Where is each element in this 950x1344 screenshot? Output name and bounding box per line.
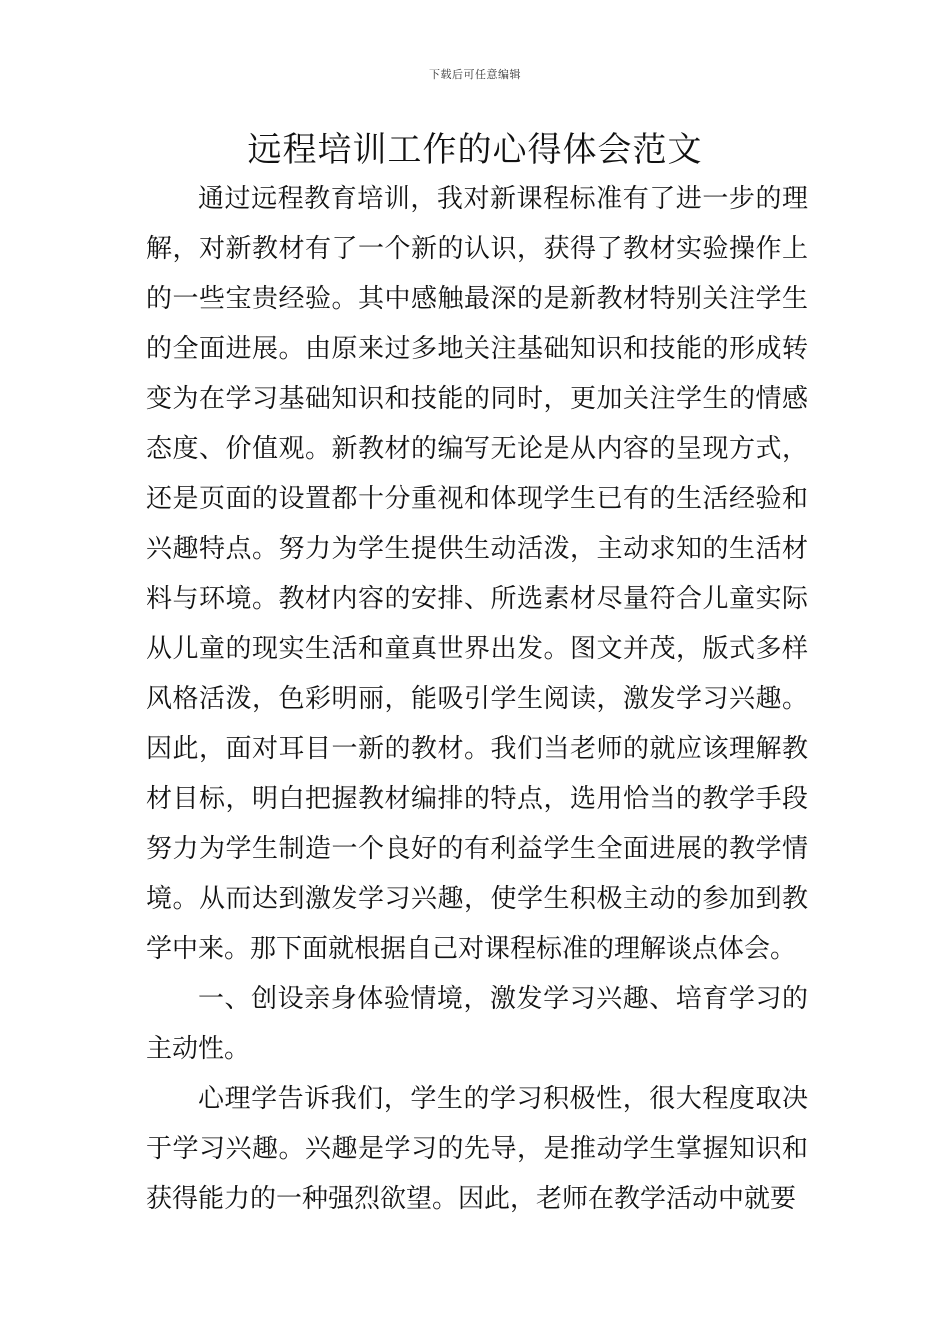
section-heading-1: 一、创设亲身体验情境，激发学习兴趣、培育学习的主动性。 [146, 984, 808, 1064]
document-body [146, 174, 808, 1224]
body-paragraph-psychology: 心理学告诉我们，学生的学习积极性，很大程度取决于学习兴趣。兴趣是学习的先导，是推动学生掌握知识和获得能力的一种强烈欲望。因此，老师在教学活动中就要 [146, 1084, 808, 1214]
header-note: 下载后可任意编辑 [429, 68, 521, 81]
document-title: 远程培训工作的心得体会范文 [247, 130, 703, 170]
body-paragraph-intro: 通过远程教育培训，我对新课程标准有了进一步的理解，对新教材有了一个新的认识，获得了教材实验操作上的一些宝贵经验。其中感触最深的是新教材特别关注学生的全面进展。由原来过多地关注基础知识和技能的形成转变为在学习基础知识和技能的同时，更加关注学生的情感态度、价值观。新教材的编写无论是从内容的呈现方式，还是页面的设置都十分重视和体现学生已有的生活经验和兴趣特点。努力为学生提供生动活泼，主动求知的生活材料与环境。教材内容的安排、所选素材尽量符合儿童实际从儿童的现实生活和童真世界出发。图文并茂，版式多样风格活泼，色彩明丽，能吸引学生阅读，激发学习兴趣。因此，面对耳目一新的教材。我们当老师的就应该理解教材目标，明白把握教材编排的特点，选用恰当的教学手段努力为学生制造一个良好的有利益学生全面进展的教学情境。从而达到激发学习兴趣，使学生积极主动的参加到教学中来。那下面就根据自己对课程标准的理解谈点体会。 [146, 184, 808, 964]
